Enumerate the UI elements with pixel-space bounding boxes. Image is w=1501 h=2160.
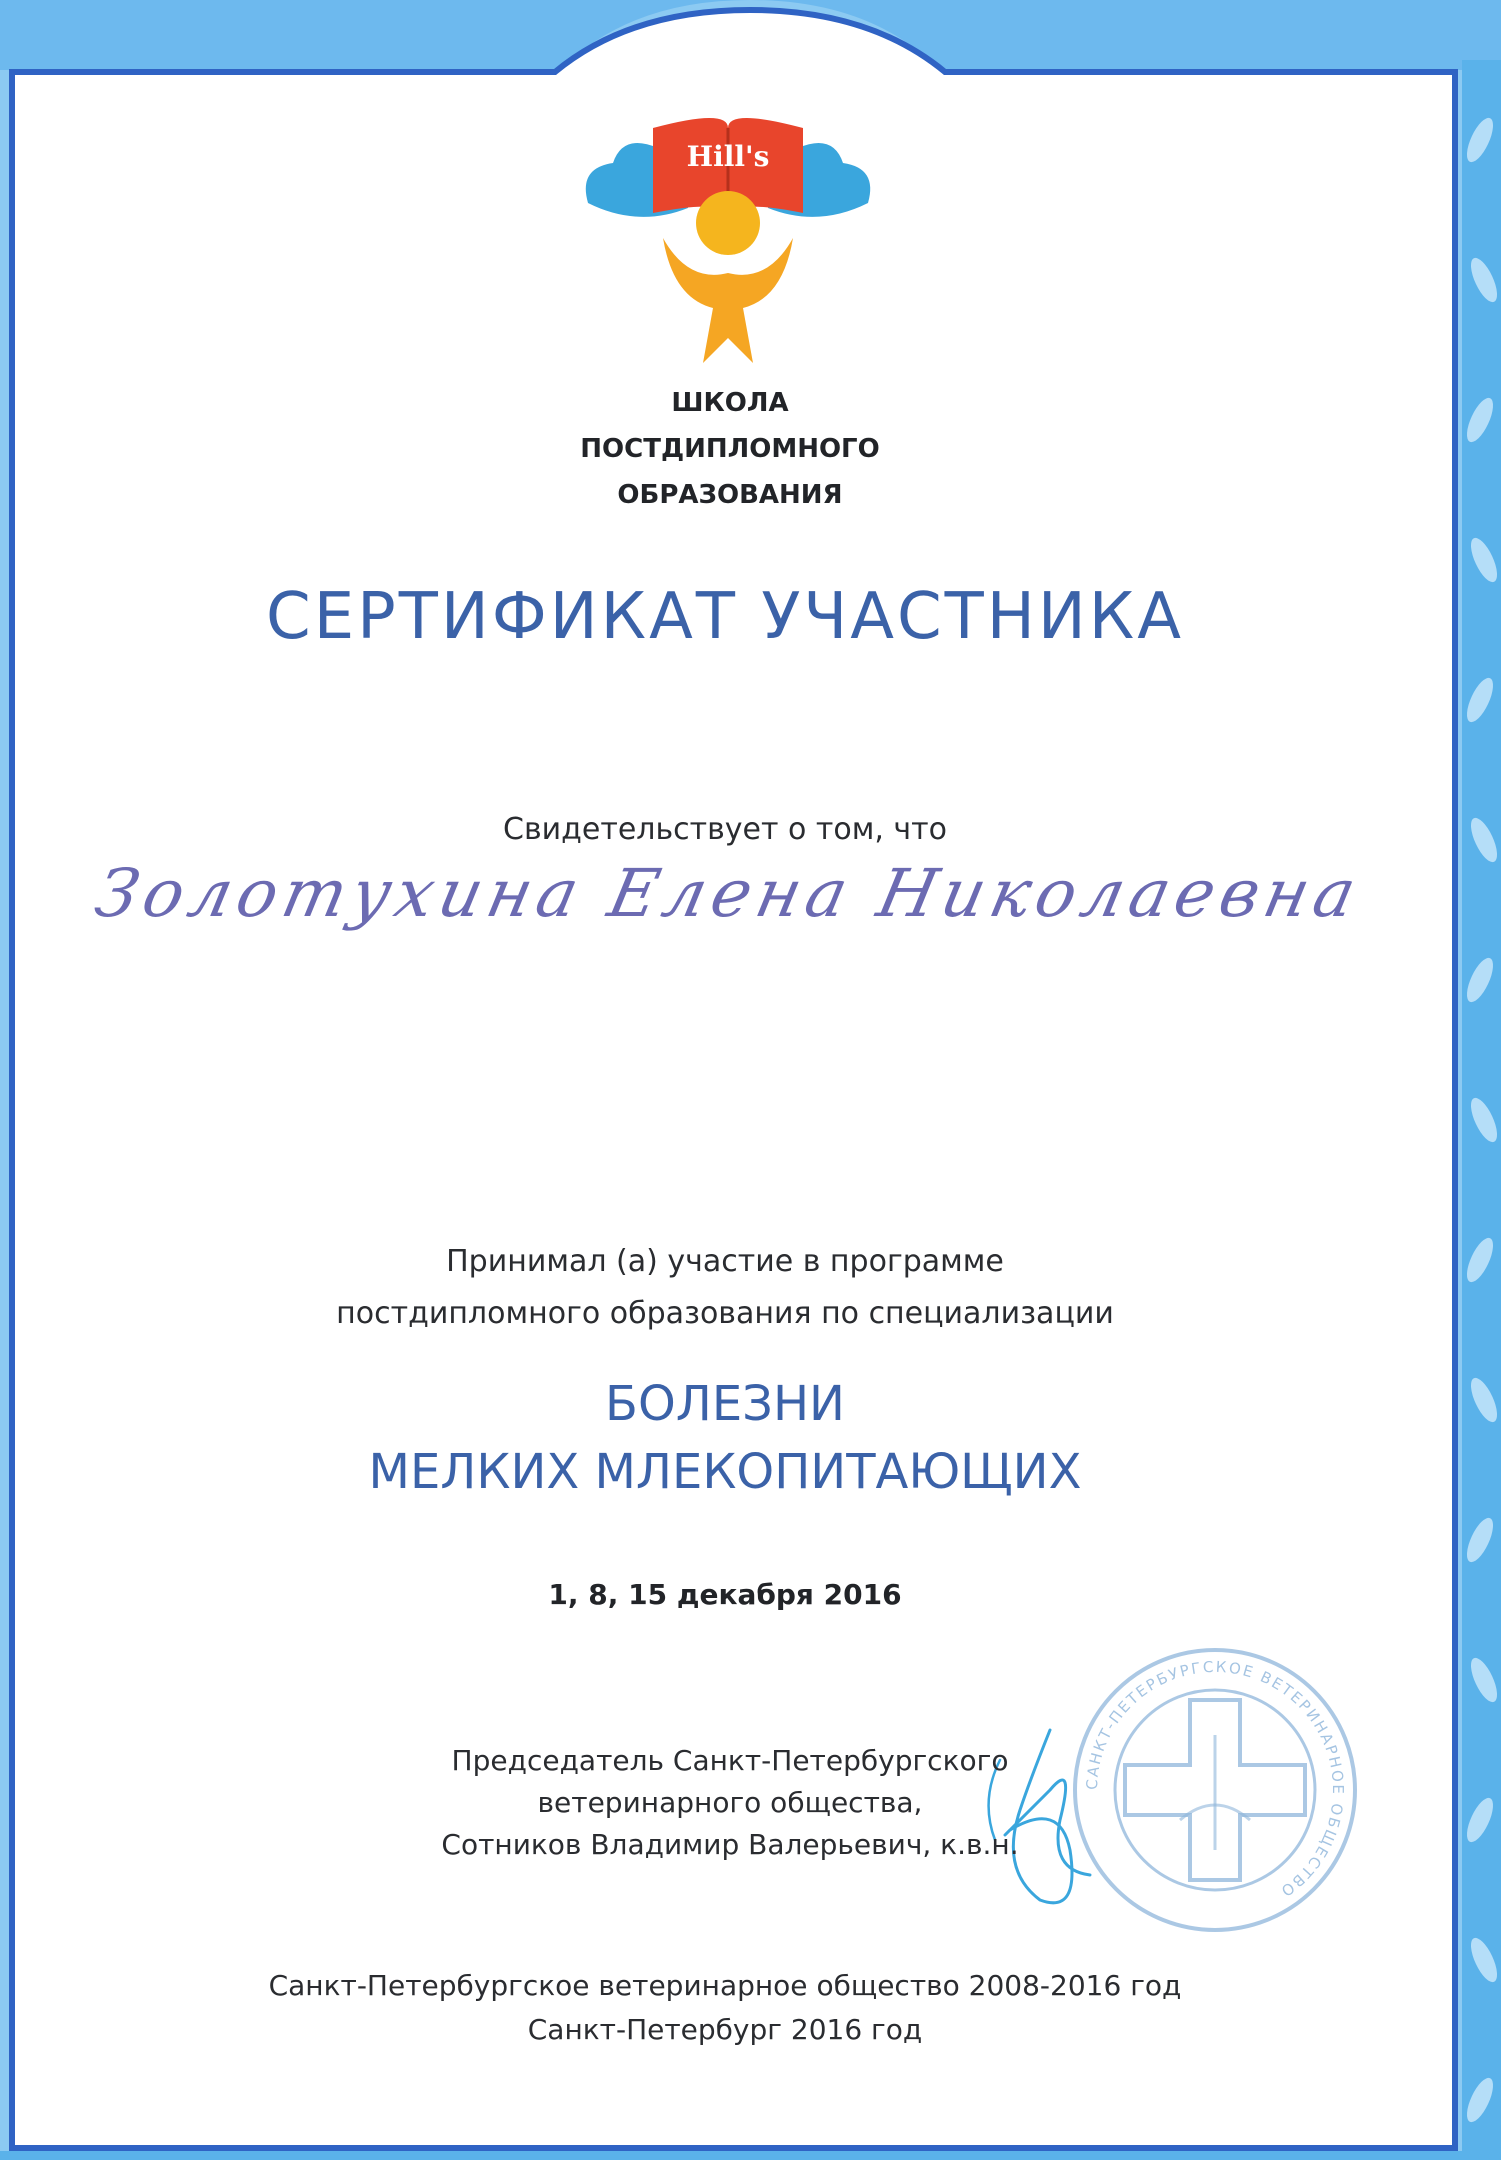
signatory-line-2: ветеринарного общества, xyxy=(537,1786,923,1819)
signatory-line-3: Сотников Владимир Валерьевич, к.в.н. xyxy=(441,1828,1019,1861)
footer-line-2: Санкт-Петербург 2016 год xyxy=(527,2013,923,2046)
stamp-text: САНКТ-ПЕТЕРБУРГСКОЕ ВЕТЕРИНАРНОЕ ОБЩЕСТВО xyxy=(1082,1657,1348,1902)
footer-line-1: Санкт-Петербургское ветеринарное общество 2008-2016 год xyxy=(268,1969,1182,2002)
certificate-title: СЕРТИФИКАТ УЧАСТНИКА xyxy=(266,580,1184,654)
signatory-block xyxy=(380,1740,1080,1866)
specialization-line-2: МЕЛКИХ МЛЕКОПИТАЮЩИХ xyxy=(368,1444,1082,1500)
signatory-line-1: Председатель Санкт-Петербургского xyxy=(451,1744,1009,1777)
participation-text xyxy=(200,1236,1250,1340)
specialization-line-1: БОЛЕЗНИ xyxy=(605,1376,845,1432)
school-name xyxy=(450,380,1010,518)
school-name-line-2: ПОСТДИПЛОМНОГО xyxy=(580,434,880,464)
participant-name-handwritten: Золотухина Елена Николаевна xyxy=(88,855,1369,932)
participation-line-2: постдипломного образования по специализации xyxy=(336,1296,1114,1331)
program-dates: 1, 8, 15 декабря 2016 xyxy=(548,1578,902,1611)
school-name-line-3: ОБРАЗОВАНИЯ xyxy=(617,480,843,510)
footer xyxy=(200,1964,1250,2052)
participation-line-1: Принимал (а) участие в программе xyxy=(446,1244,1004,1279)
specialization-title xyxy=(200,1370,1250,1506)
witness-text: Свидетельствует о том, что xyxy=(503,812,947,847)
hills-brand-text: Hill's xyxy=(686,140,770,173)
school-name-line-1: ШКОЛА xyxy=(671,388,789,418)
